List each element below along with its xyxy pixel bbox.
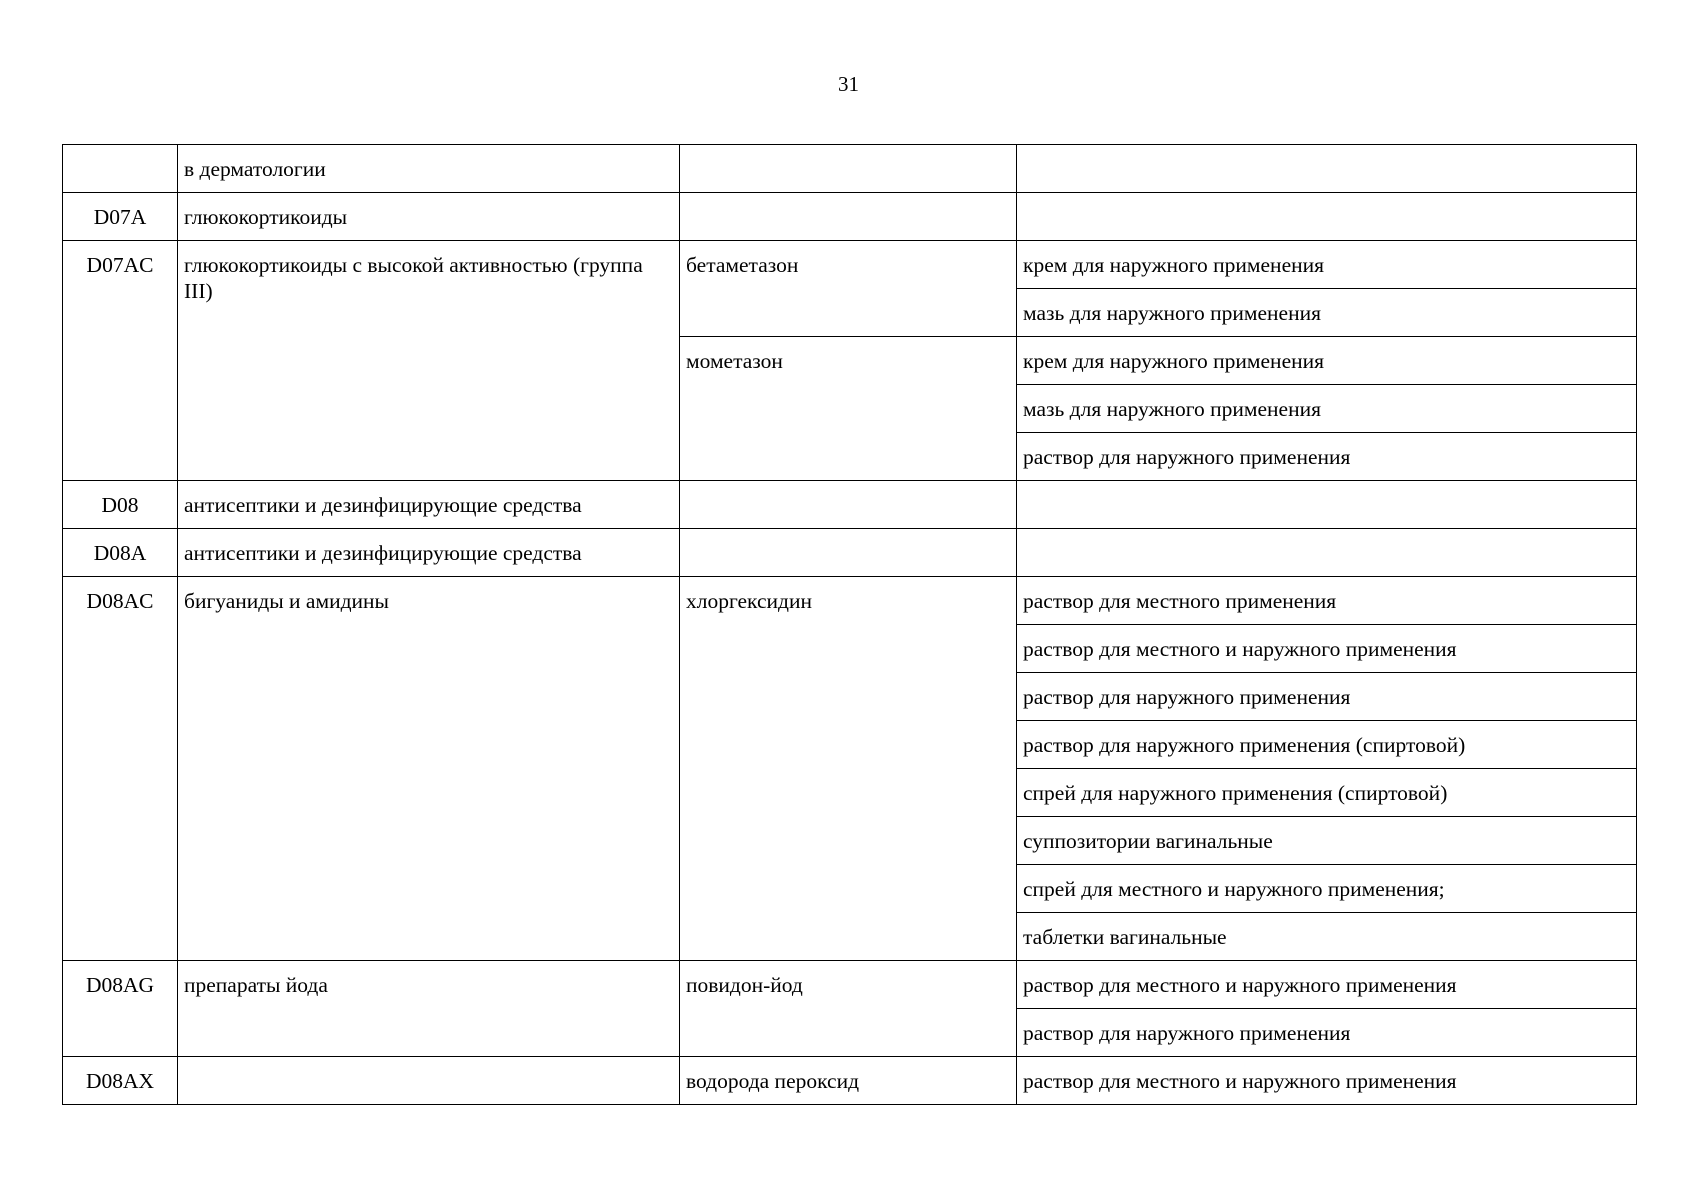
dosage-form-cell: раствор для наружного применения (спиртовой): [1017, 721, 1637, 769]
dosage-form-cell: [1017, 193, 1637, 241]
group-name-cell: препараты йода: [178, 961, 680, 1057]
drug-name-cell: мометазон: [680, 337, 1017, 481]
dosage-form-cell: раствор для наружного применения: [1017, 1009, 1637, 1057]
drug-name-cell: [680, 529, 1017, 577]
dosage-form-cell: [1017, 481, 1637, 529]
dosage-form-cell: крем для наружного применения: [1017, 241, 1637, 289]
dosage-form-cell: раствор для наружного применения: [1017, 673, 1637, 721]
dosage-form-cell: спрей для наружного применения (спиртовой): [1017, 769, 1637, 817]
dosage-form-cell: раствор для местного и наружного применения: [1017, 961, 1637, 1009]
dosage-form-cell: таблетки вагинальные: [1017, 913, 1637, 961]
atc-code-cell: D07AC: [63, 241, 178, 481]
table-row: [63, 1057, 1637, 1105]
dosage-form-cell: суппозитории вагинальные: [1017, 817, 1637, 865]
atc-code-cell: D08: [63, 481, 178, 529]
atc-code-cell: D08AX: [63, 1057, 178, 1105]
dosage-form-cell: раствор для местного применения: [1017, 577, 1637, 625]
dosage-form-cell: спрей для местного и наружного применения;: [1017, 865, 1637, 913]
dosage-form-cell: [1017, 529, 1637, 577]
atc-code-cell: [63, 145, 178, 193]
group-name-cell: бигуаниды и амидины: [178, 577, 680, 961]
group-name-cell: глюкокортикоиды с высокой активностью (группа III): [178, 241, 680, 481]
atc-code-cell: D07A: [63, 193, 178, 241]
table-row: [63, 481, 1637, 529]
atc-code-cell: D08A: [63, 529, 178, 577]
dosage-form-cell: мазь для наружного применения: [1017, 385, 1637, 433]
atc-code-cell: D08AC: [63, 577, 178, 961]
table-row: [63, 577, 1637, 625]
table-row: [63, 145, 1637, 193]
dosage-form-cell: [1017, 145, 1637, 193]
atc-code-cell: D08AG: [63, 961, 178, 1057]
page-number: 31: [838, 72, 859, 96]
dosage-form-cell: раствор для наружного применения: [1017, 433, 1637, 481]
group-name-cell: в дерматологии: [178, 145, 680, 193]
drug-name-cell: [680, 193, 1017, 241]
dosage-form-cell: крем для наружного применения: [1017, 337, 1637, 385]
drug-name-cell: бетаметазон: [680, 241, 1017, 337]
dosage-form-cell: раствор для местного и наружного применения: [1017, 1057, 1637, 1105]
drug-name-cell: хлоргексидин: [680, 577, 1017, 961]
table-row: [63, 961, 1637, 1009]
dosage-form-cell: раствор для местного и наружного применения: [1017, 625, 1637, 673]
drug-name-cell: [680, 145, 1017, 193]
group-name-cell: антисептики и дезинфицирующие средства: [178, 481, 680, 529]
dosage-form-cell: мазь для наружного применения: [1017, 289, 1637, 337]
table-body: [63, 145, 1637, 1105]
group-name-cell: [178, 1057, 680, 1105]
table-row: [63, 193, 1637, 241]
table-row: [63, 241, 1637, 289]
drug-name-cell: повидон-йод: [680, 961, 1017, 1057]
table-row: [63, 529, 1637, 577]
group-name-cell: глюкокортикоиды: [178, 193, 680, 241]
drug-classification-table: [62, 144, 1637, 1105]
group-name-cell: антисептики и дезинфицирующие средства: [178, 529, 680, 577]
drug-name-cell: [680, 481, 1017, 529]
drug-name-cell: водорода пероксид: [680, 1057, 1017, 1105]
